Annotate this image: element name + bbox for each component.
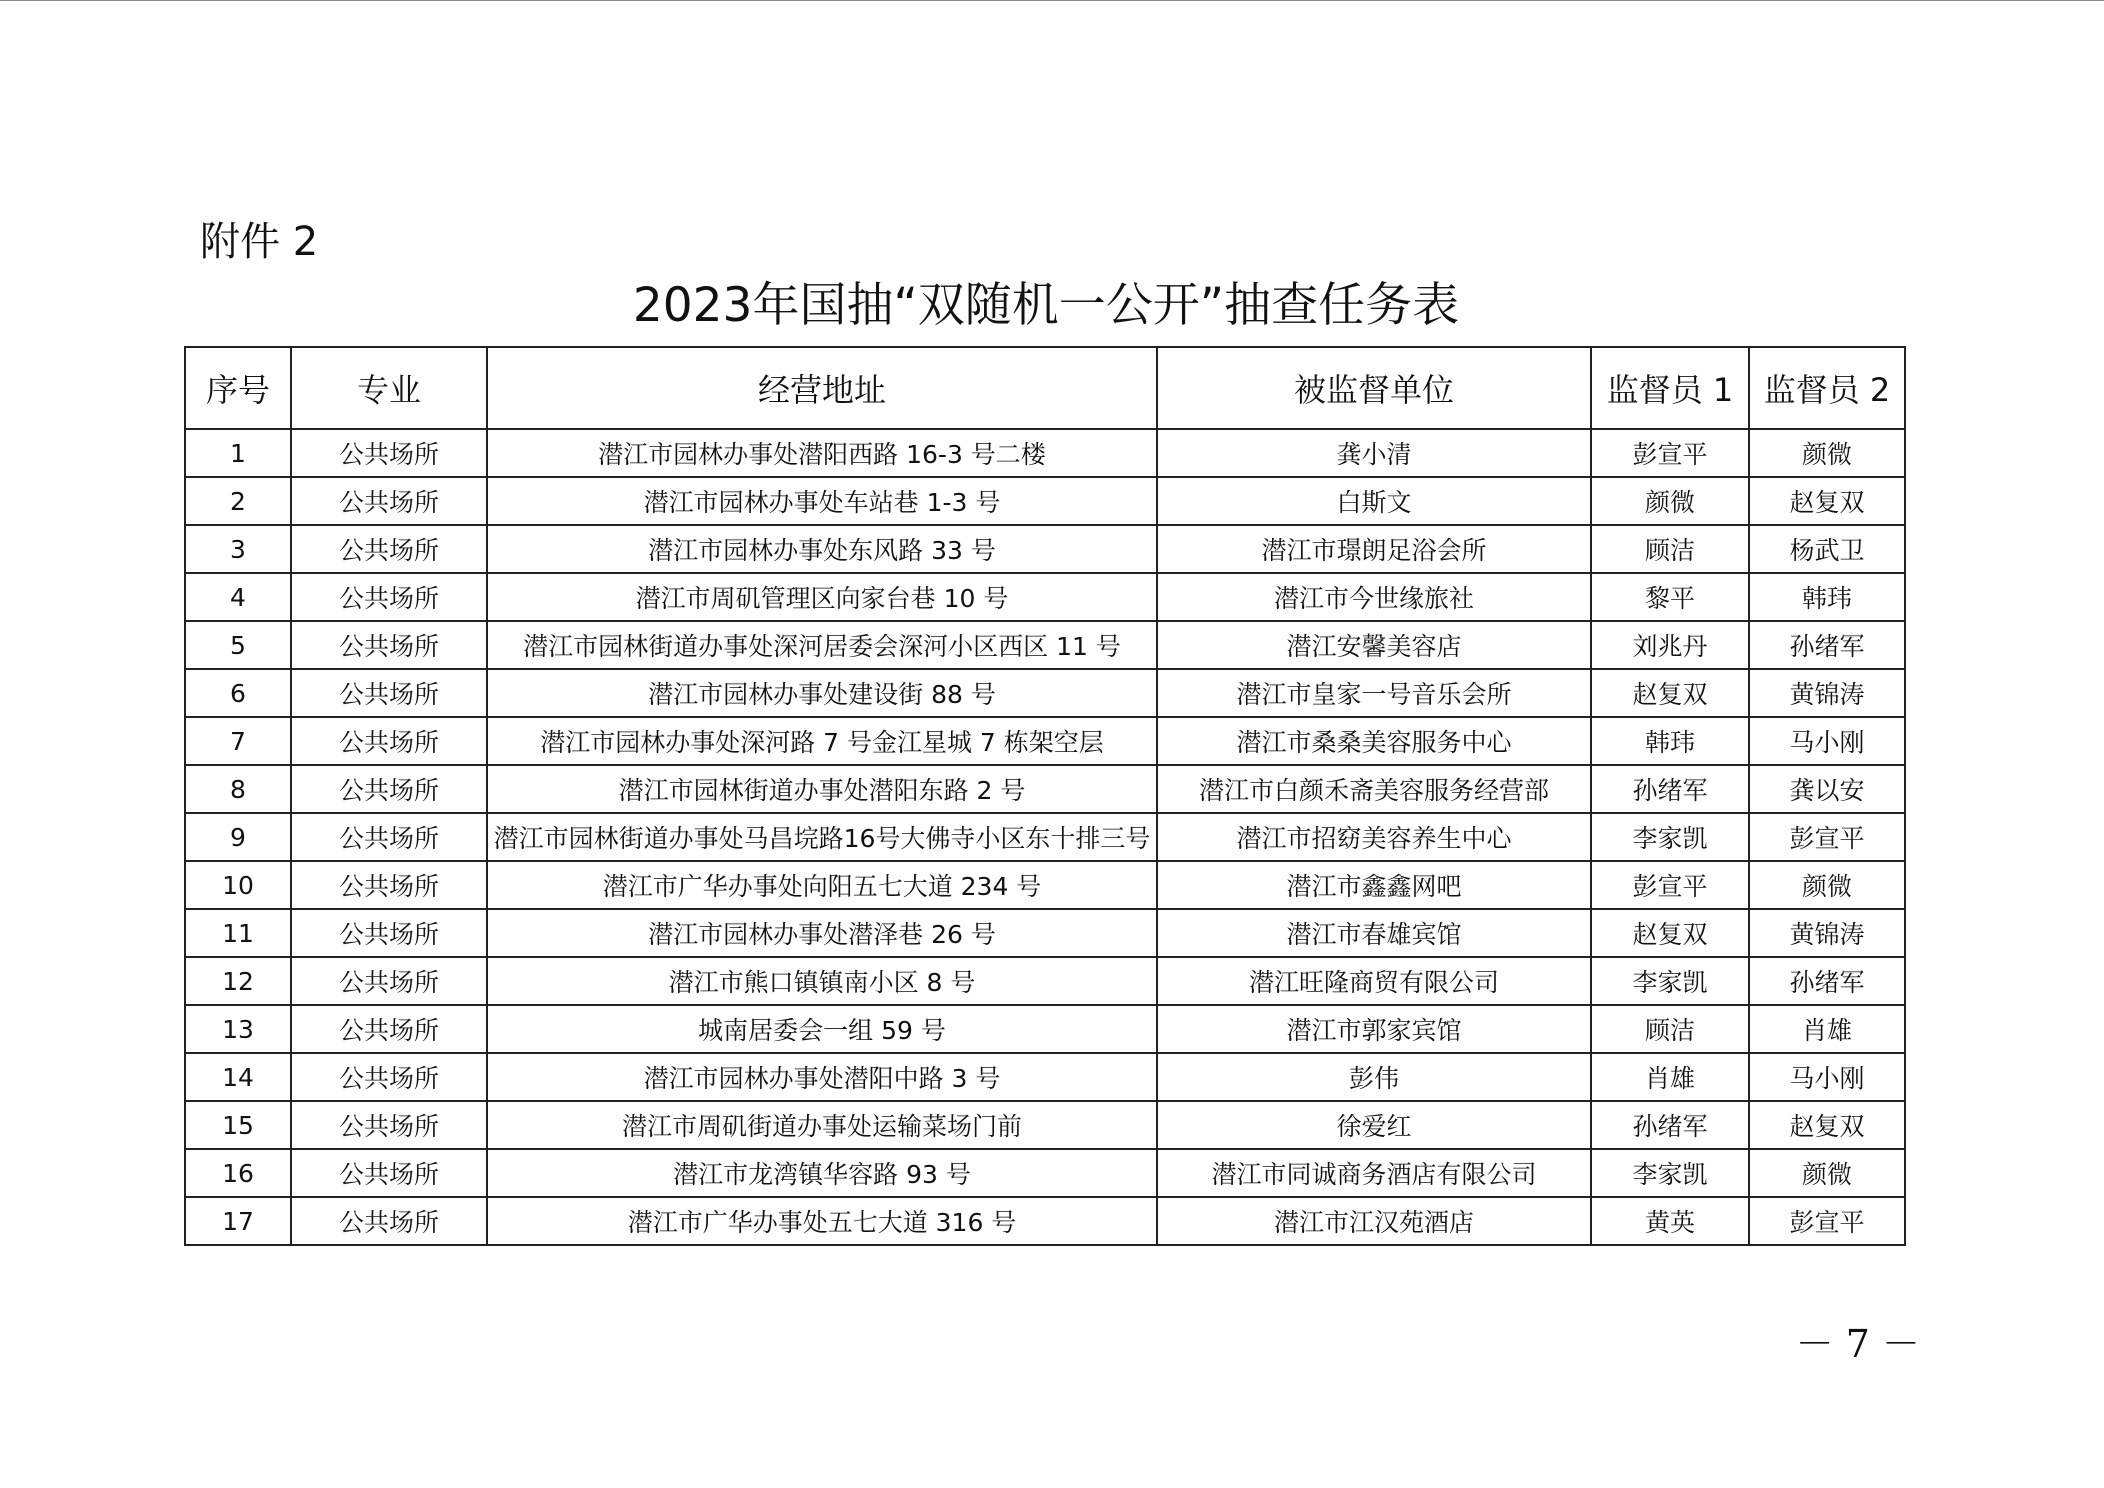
table-row: [185, 1101, 1905, 1149]
table-row: [185, 1053, 1905, 1101]
top-border-line: [0, 0, 2104, 1]
cell-supervisor-1: 彭宣平: [1591, 861, 1749, 909]
header-serial-number: 序号: [185, 347, 291, 429]
cell-supervised-unit: 白斯文: [1157, 477, 1591, 525]
cell-supervised-unit: 潜江旺隆商贸有限公司: [1157, 957, 1591, 1005]
cell-business-address: 潜江市园林街道办事处深河居委会深河小区西区 11 号: [487, 621, 1157, 669]
cell-serial-number: 3: [185, 525, 291, 573]
cell-supervised-unit: 龚小清: [1157, 429, 1591, 477]
cell-supervisor-2: 颜微: [1749, 1149, 1905, 1197]
cell-serial-number: 13: [185, 1005, 291, 1053]
cell-supervisor-1: 颜微: [1591, 477, 1749, 525]
table-row: [185, 765, 1905, 813]
cell-specialty: 公共场所: [291, 909, 487, 957]
cell-specialty: 公共场所: [291, 717, 487, 765]
cell-serial-number: 9: [185, 813, 291, 861]
cell-serial-number: 15: [185, 1101, 291, 1149]
cell-supervisor-2: 龚以安: [1749, 765, 1905, 813]
cell-supervisor-2: 马小刚: [1749, 1053, 1905, 1101]
cell-specialty: 公共场所: [291, 573, 487, 621]
cell-business-address: 城南居委会一组 59 号: [487, 1005, 1157, 1053]
cell-serial-number: 10: [185, 861, 291, 909]
cell-supervised-unit: 潜江市江汉苑酒店: [1157, 1197, 1591, 1245]
cell-supervised-unit: 潜江市桑桑美容服务中心: [1157, 717, 1591, 765]
cell-supervisor-2: 彭宣平: [1749, 813, 1905, 861]
cell-supervisor-2: 马小刚: [1749, 717, 1905, 765]
cell-supervisor-2: 孙绪军: [1749, 621, 1905, 669]
cell-business-address: 潜江市园林办事处深河路 7 号金江星城 7 栋架空层: [487, 717, 1157, 765]
cell-specialty: 公共场所: [291, 525, 487, 573]
header-supervisor-2: 监督员 2: [1749, 347, 1905, 429]
cell-supervisor-1: 黎平: [1591, 573, 1749, 621]
header-business-address: 经营地址: [487, 347, 1157, 429]
cell-serial-number: 11: [185, 909, 291, 957]
attachment-label: 附件 2: [200, 219, 319, 265]
cell-supervisor-1: 赵复双: [1591, 669, 1749, 717]
cell-supervised-unit: 潜江市招窈美容养生中心: [1157, 813, 1591, 861]
cell-business-address: 潜江市园林办事处建设街 88 号: [487, 669, 1157, 717]
cell-supervisor-1: 顾洁: [1591, 525, 1749, 573]
table-header-row: [185, 347, 1905, 429]
table-body: [185, 429, 1905, 1245]
cell-supervisor-2: 杨武卫: [1749, 525, 1905, 573]
cell-specialty: 公共场所: [291, 1197, 487, 1245]
cell-supervisor-2: 赵复双: [1749, 1101, 1905, 1149]
cell-business-address: 潜江市广华办事处向阳五七大道 234 号: [487, 861, 1157, 909]
cell-specialty: 公共场所: [291, 477, 487, 525]
cell-business-address: 潜江市园林办事处潜泽巷 26 号: [487, 909, 1157, 957]
cell-supervised-unit: 潜江市皇家一号音乐会所: [1157, 669, 1591, 717]
cell-specialty: 公共场所: [291, 861, 487, 909]
cell-supervisor-1: 李家凯: [1591, 813, 1749, 861]
table-row: [185, 957, 1905, 1005]
cell-business-address: 潜江市熊口镇镇南小区 8 号: [487, 957, 1157, 1005]
cell-supervisor-2: 黄锦涛: [1749, 909, 1905, 957]
cell-serial-number: 17: [185, 1197, 291, 1245]
cell-supervised-unit: 潜江市今世缘旅社: [1157, 573, 1591, 621]
cell-supervisor-1: 孙绪军: [1591, 1101, 1749, 1149]
cell-serial-number: 1: [185, 429, 291, 477]
cell-supervised-unit: 潜江安馨美容店: [1157, 621, 1591, 669]
cell-supervisor-1: 肖雄: [1591, 1053, 1749, 1101]
cell-supervisor-1: 赵复双: [1591, 909, 1749, 957]
cell-specialty: 公共场所: [291, 957, 487, 1005]
cell-supervisor-1: 李家凯: [1591, 1149, 1749, 1197]
cell-specialty: 公共场所: [291, 1005, 487, 1053]
cell-supervised-unit: 潜江市白颜禾斋美容服务经营部: [1157, 765, 1591, 813]
cell-business-address: 潜江市龙湾镇华容路 93 号: [487, 1149, 1157, 1197]
cell-specialty: 公共场所: [291, 1149, 487, 1197]
cell-specialty: 公共场所: [291, 765, 487, 813]
header-supervised-unit: 被监督单位: [1157, 347, 1591, 429]
table-row: [185, 573, 1905, 621]
cell-specialty: 公共场所: [291, 429, 487, 477]
page-number: － 7 －: [1795, 1322, 1920, 1366]
cell-business-address: 潜江市园林办事处潜阳西路 16-3 号二楼: [487, 429, 1157, 477]
table-row: [185, 477, 1905, 525]
cell-serial-number: 6: [185, 669, 291, 717]
cell-supervisor-2: 黄锦涛: [1749, 669, 1905, 717]
cell-specialty: 公共场所: [291, 1053, 487, 1101]
cell-business-address: 潜江市周矶管理区向家台巷 10 号: [487, 573, 1157, 621]
cell-specialty: 公共场所: [291, 1101, 487, 1149]
table-row: [185, 621, 1905, 669]
cell-supervised-unit: 潜江市鑫鑫网吧: [1157, 861, 1591, 909]
cell-business-address: 潜江市园林街道办事处潜阳东路 2 号: [487, 765, 1157, 813]
cell-serial-number: 7: [185, 717, 291, 765]
cell-business-address: 潜江市广华办事处五七大道 316 号: [487, 1197, 1157, 1245]
cell-supervised-unit: 潜江市同诚商务酒店有限公司: [1157, 1149, 1591, 1197]
table-row: [185, 1149, 1905, 1197]
header-supervisor-1: 监督员 1: [1591, 347, 1749, 429]
cell-business-address: 潜江市园林办事处东风路 33 号: [487, 525, 1157, 573]
cell-supervised-unit: 徐爱红: [1157, 1101, 1591, 1149]
cell-supervisor-1: 顾洁: [1591, 1005, 1749, 1053]
cell-supervisor-2: 赵复双: [1749, 477, 1905, 525]
table-row: [185, 429, 1905, 477]
inspection-task-table: [184, 346, 1906, 1246]
cell-business-address: 潜江市园林街道办事处马昌垸路16号大佛寺小区东十排三号: [487, 813, 1157, 861]
document-title: 2023年国抽“双随机一公开”抽查任务表: [632, 278, 1460, 333]
cell-serial-number: 2: [185, 477, 291, 525]
cell-supervisor-2: 孙绪军: [1749, 957, 1905, 1005]
cell-supervisor-1: 黄英: [1591, 1197, 1749, 1245]
table-row: [185, 861, 1905, 909]
table-row: [185, 669, 1905, 717]
cell-supervisor-1: 李家凯: [1591, 957, 1749, 1005]
cell-supervised-unit: 彭伟: [1157, 1053, 1591, 1101]
cell-supervisor-2: 颜微: [1749, 429, 1905, 477]
cell-supervisor-2: 肖雄: [1749, 1005, 1905, 1053]
cell-supervisor-2: 彭宣平: [1749, 1197, 1905, 1245]
cell-serial-number: 12: [185, 957, 291, 1005]
cell-supervisor-2: 韩玮: [1749, 573, 1905, 621]
cell-supervised-unit: 潜江市春雄宾馆: [1157, 909, 1591, 957]
cell-specialty: 公共场所: [291, 669, 487, 717]
cell-supervisor-1: 彭宣平: [1591, 429, 1749, 477]
header-specialty: 专业: [291, 347, 487, 429]
cell-supervisor-1: 孙绪军: [1591, 765, 1749, 813]
cell-business-address: 潜江市周矶街道办事处运输菜场门前: [487, 1101, 1157, 1149]
cell-serial-number: 4: [185, 573, 291, 621]
cell-serial-number: 16: [185, 1149, 291, 1197]
table-row: [185, 1005, 1905, 1053]
cell-serial-number: 14: [185, 1053, 291, 1101]
table-row: [185, 813, 1905, 861]
table-row: [185, 909, 1905, 957]
cell-serial-number: 8: [185, 765, 291, 813]
cell-serial-number: 5: [185, 621, 291, 669]
cell-supervisor-2: 颜微: [1749, 861, 1905, 909]
cell-specialty: 公共场所: [291, 813, 487, 861]
table-row: [185, 525, 1905, 573]
cell-supervised-unit: 潜江市璟朗足浴会所: [1157, 525, 1591, 573]
cell-business-address: 潜江市园林办事处车站巷 1-3 号: [487, 477, 1157, 525]
cell-supervisor-1: 刘兆丹: [1591, 621, 1749, 669]
table-row: [185, 1197, 1905, 1245]
cell-supervisor-1: 韩玮: [1591, 717, 1749, 765]
cell-business-address: 潜江市园林办事处潜阳中路 3 号: [487, 1053, 1157, 1101]
cell-specialty: 公共场所: [291, 621, 487, 669]
table-row: [185, 717, 1905, 765]
cell-supervised-unit: 潜江市郭家宾馆: [1157, 1005, 1591, 1053]
